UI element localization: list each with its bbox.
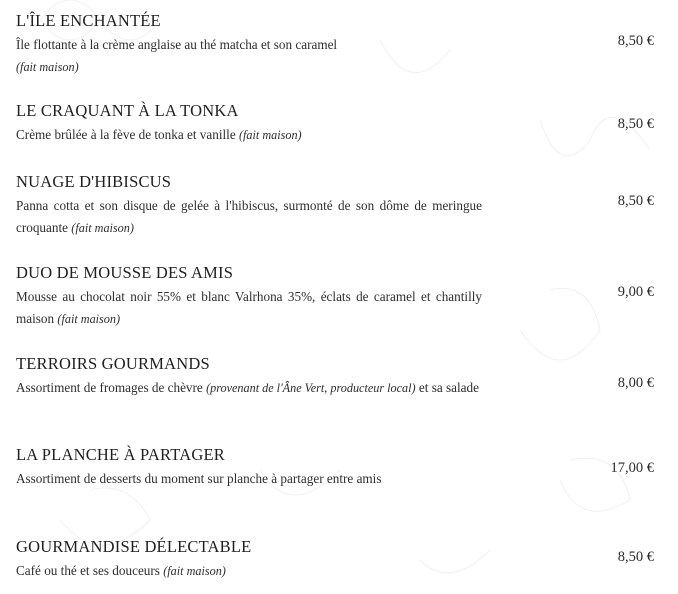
menu-item-name: LE CRAQUANT À LA TONKA	[16, 101, 239, 120]
menu-item-name: L'ÎLE ENCHANTÉE	[16, 11, 161, 30]
menu-item-note: (fait maison)	[238, 128, 302, 142]
menu-item-note: (fait maison)	[57, 312, 121, 326]
menu-item	[16, 537, 662, 582]
menu-item-description-block	[16, 286, 482, 330]
menu-item	[16, 354, 662, 399]
menu-item-name: LA PLANCHE À PARTAGER	[16, 445, 225, 464]
menu-item-name: DUO DE MOUSSE DES AMIS	[16, 263, 234, 282]
menu-item-name: NUAGE D'HIBISCUS	[16, 172, 172, 191]
menu-item-description-block	[16, 34, 482, 78]
menu-item-description-block	[16, 377, 482, 399]
menu-item-name: GOURMANDISE DÉLECTABLE	[16, 537, 252, 556]
menu-item-description: Assortiment de desserts du moment sur planche à partager entre amis	[16, 471, 382, 486]
menu-item-note: (provenant de l'Âne Vert, producteur local)	[206, 381, 416, 395]
menu-item-description-block	[16, 560, 482, 582]
menu-item-description: Café ou thé et ses douceurs	[16, 563, 160, 578]
menu-item-price: 8,50 €	[617, 116, 654, 132]
menu-item-note: (fait maison)	[163, 564, 226, 578]
menu-item-name: TERROIRS GOURMANDS	[16, 354, 210, 373]
menu-item-price: 17,00 €	[610, 460, 654, 476]
menu-item-note: (fait maison)	[16, 60, 79, 74]
menu-item-description: Mousse au chocolat noir 55% et blanc Valrhona 35%, éclats de caramel et chantilly maison	[16, 289, 482, 326]
menu-item-description: Panna cotta et son disque de gelée à l'hibiscus, surmonté de son dôme de meringue croquante	[16, 198, 482, 235]
menu-item-description-block	[16, 195, 482, 239]
menu-item	[16, 101, 662, 146]
menu-item-description-block	[16, 124, 482, 146]
menu-item-price: 8,50 €	[617, 549, 654, 565]
menu-item-price: 8,50 €	[617, 193, 654, 209]
menu-item-description: Crème brûlée à la fève de tonka et vanille	[16, 127, 236, 142]
menu-item-description: Assortiment de fromages de chèvre	[16, 380, 203, 395]
menu-item-description-suffix: et sa salade	[418, 380, 479, 395]
menu-item-note: (fait maison)	[71, 221, 134, 235]
menu-item	[16, 172, 662, 239]
menu-item	[16, 445, 662, 490]
menu-item-description: Île flottante à la crème anglaise au thé matcha et son caramel	[16, 37, 338, 52]
menu-item	[16, 263, 662, 330]
menu-item-description-block	[16, 468, 482, 490]
menu-item-price: 9,00 €	[617, 284, 654, 300]
menu-item-price: 8,50 €	[617, 33, 654, 49]
menu-item-price: 8,00 €	[617, 375, 654, 391]
menu-item	[16, 11, 662, 78]
